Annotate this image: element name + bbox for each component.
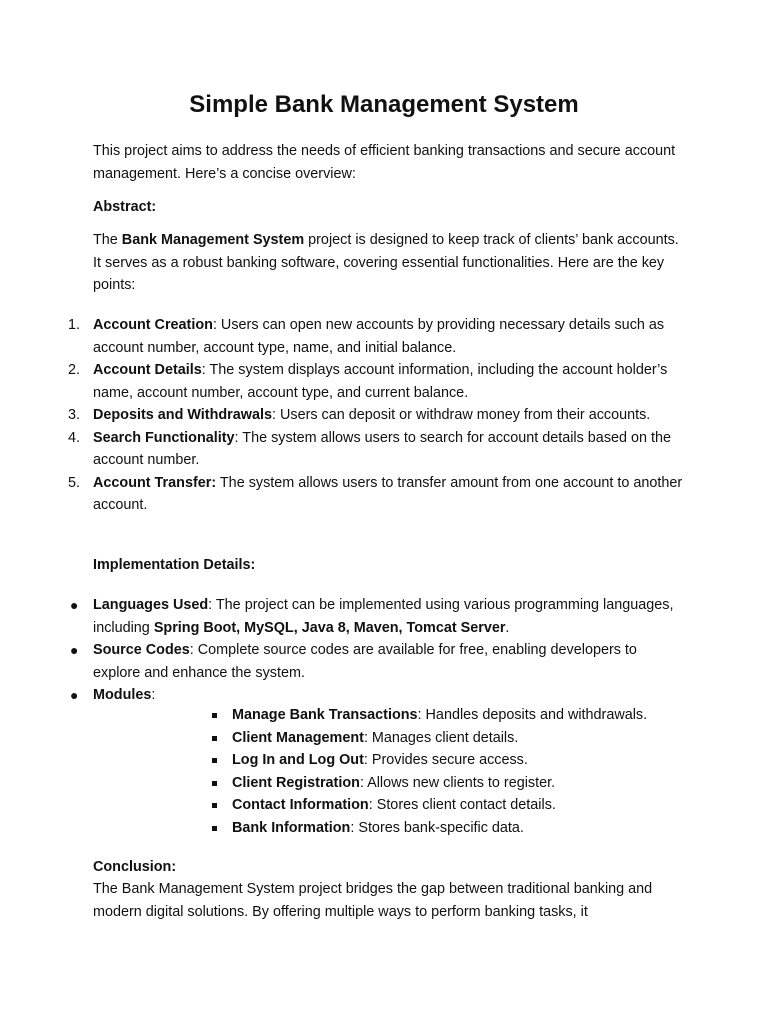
implementation-term: Modules [93, 687, 152, 703]
module-description: : Handles deposits and withdrawals. [417, 707, 648, 723]
module-term: Bank Information [232, 819, 351, 836]
list-item [0, 427, 683, 472]
conclusion-heading: Conclusion: [93, 859, 177, 875]
list-item [0, 314, 683, 359]
modules-list [0, 704, 768, 839]
module-term: Client Registration [232, 774, 360, 791]
module-term: Contact Information [232, 797, 369, 813]
module-description: : Provides secure access. [363, 752, 528, 768]
feature-term: Account Details [93, 362, 202, 378]
feature-term: Search Functionality [93, 429, 235, 446]
feature-description: : Users can deposit or withdraw money from their accounts. [271, 407, 651, 423]
module-item [0, 727, 732, 750]
module-term: Log In and Log Out [232, 752, 364, 768]
module-term: Client Management [232, 729, 364, 746]
feature-list [0, 314, 768, 517]
modules-colon: : [151, 687, 156, 703]
abstract-text-end: project is designed to keep track of clients’ bank accounts. It serves as a robust banking software, covering essential functionalities. Here are the key points: [93, 232, 679, 293]
list-item [0, 472, 683, 517]
abstract-system-name: Bank Management System [121, 232, 305, 248]
technology-stack: Spring Boot, MySQL, Java 8, Maven, Tomcat Server [153, 619, 506, 636]
module-term: Manage Bank Transactions [232, 707, 418, 723]
module-item [0, 772, 732, 795]
implementation-list [0, 594, 768, 707]
square-bullet-icon [212, 781, 217, 786]
conclusion-paragraph: The Bank Management System project bridges the gap between traditional banking and modern digital solutions. By offering multiple ways to perform banking tasks, it [93, 881, 653, 920]
module-description: : Stores bank-specific data. [350, 819, 524, 836]
abstract-paragraph [93, 229, 683, 297]
bullet-icon: ● [70, 597, 79, 613]
module-description: : Allows new clients to register. [359, 774, 556, 791]
list-number: 4. [68, 429, 81, 446]
implementation-description: : The project can be implemented using various programming languages, including [93, 597, 674, 636]
module-item [0, 794, 732, 817]
list-number: 2. [68, 362, 81, 378]
list-number: 3. [68, 407, 81, 423]
square-bullet-icon [212, 826, 217, 831]
square-bullet-icon [212, 713, 217, 718]
list-item [0, 594, 683, 639]
module-description: : Manages client details. [363, 729, 519, 746]
bullet-icon: ● [70, 642, 79, 658]
module-item [0, 817, 732, 840]
implementation-term: Languages Used [93, 597, 209, 613]
abstract-text-start: The [93, 232, 122, 248]
implementation-term: Source Codes [93, 642, 190, 658]
list-item [0, 359, 683, 404]
feature-term: Account Transfer: [93, 474, 217, 491]
bullet-icon: ● [70, 687, 79, 703]
sentence-end: . [505, 619, 510, 636]
feature-description: : Users can open new accounts by providing necessary details such as account number, account type, name, and initial balance. [93, 317, 665, 356]
module-description: : Stores client contact details. [368, 797, 556, 813]
intro-paragraph: This project aims to address the needs of efficient banking transactions and secure account management. Here’s a concise overview: [93, 143, 676, 182]
abstract-heading: Abstract: [93, 199, 157, 215]
module-item [0, 749, 732, 772]
square-bullet-icon [212, 736, 217, 741]
implementation-description: : Complete source codes are available for free, enabling developers to explore and enhance the system. [93, 642, 637, 681]
implementation-heading: Implementation Details: [93, 557, 256, 573]
list-item [0, 404, 683, 427]
page-title: Simple Bank Management System [189, 91, 579, 118]
feature-term: Deposits and Withdrawals [93, 407, 272, 423]
square-bullet-icon [212, 803, 217, 808]
feature-term: Account Creation [93, 317, 213, 333]
feature-description: The system allows users to transfer amount from one account to another account. [93, 474, 683, 513]
square-bullet-icon [212, 758, 217, 763]
feature-description: : The system allows users to search for account details based on the account number. [93, 429, 672, 468]
module-item [0, 704, 732, 727]
list-number: 1. [68, 317, 81, 333]
list-number: 5. [68, 474, 81, 491]
feature-description: : The system displays account information, including the account holder’s name, account number, account type, and current balance. [93, 362, 668, 401]
list-item [0, 639, 683, 684]
